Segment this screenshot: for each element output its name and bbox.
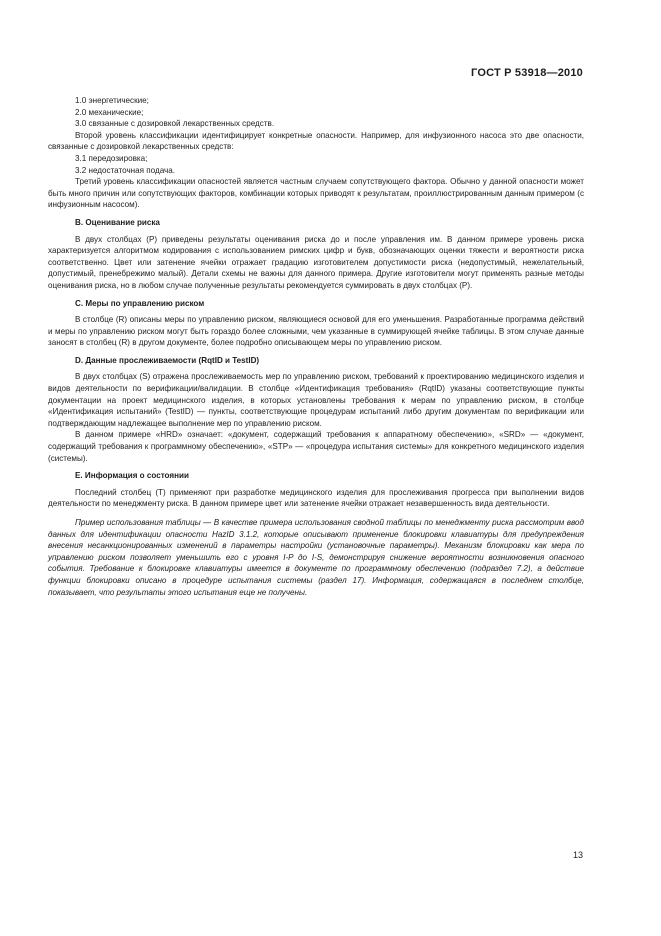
section-d-text: В двух столбцах (S) отражена прослеживаемость мер по управлению риском, требований к проектированию медицинского изделия и видов деятельности по верификации/валидации. В столбце «Идентификация требования» (RqtID) указаны соответствующие пункты документации на проект медицинского изделия, в которых установлены требования к мерам по управлению риском, в столбце «Идентификация испытаний» (TestID) — пункты, соответствующие процедурам испытаний либо другим документам по верификации или подтверждающим надлежащее выполнение мер по управлению риском. [48,372,584,428]
section-b-heading: B. Оценивание риска [75,217,160,227]
section-d-text: В данном примере «HRD» означает: «документ, содержащий требования к аппаратному обеспечению», «SRD» — «документ, содержащий требования к программному обеспечению», «STP» — «процедура испытания системы» для конкретного медицинского изделия (системы). [48,430,584,463]
list-item: 3.2 недостаточная подача. [75,165,175,175]
page-number: 13 [572,850,583,860]
paragraph-level3: Третий уровень классификации опасностей является частным случаем сопутствующего фактора. Обычно у данной опасности может быть много причин или сопутствующих факторов, комбинации которых приводят к результатам, проиллюстрированным данным примером (с инфузионным насосом). [48,177,584,210]
section-c-text: В столбце (R) описаны меры по управлению риском, являющиеся основой для его уменьшения. Разработанные программа действий и меры по управлению риском могут быть гораздо более сложными, чем указанные в суммирующей ячейке таблицы. В этом случае данные заносят в столбец (R) в другом документе, более подробно описывающем меры по управлению риском. [48,315,584,348]
standard-number: ГОСТ Р 53918—2010 [471,67,583,79]
section-e-text: Последний столбец (T) применяют при разработке медицинского изделия для прослеживания прогресса при выполнении видов деятельности по менеджменту риска. В данном примере цвет или затенение ячейки отражает незавершенность вида деятельности. [48,487,584,509]
paragraph-level2: Второй уровень классификации идентифицирует конкретные опасности. Например, для инфузионного насоса это две опасности, связанные с дозировкой лекарственных средств: [48,130,584,152]
example-paragraph: Пример использования таблицы — В качестве примера использования сводной таблицы по менеджменту риска рассмотрим ввод данных для идентификации опасности HazID 3.1.2, которые описывают применение блокировки клавиатуры для предупреждения внесения несанкционированных изменений в параметры настройки (установочные параметры). Механизм блокировки как мера по управлению риском позволяет уменьшить его с уровня I-P до I-S, демонстрируя снижение вероятности возникновения опасного события. Требование к блокировке клавиатуры имеется в документе по программному обеспечению (подраздел 7.2), а действие функции блокировки описано в процедуре испытания системы (раздел 17). Информация, содержащаяся в последнем столбце, показывает, что результаты этого испытания еще не получены. [48,518,584,597]
list-item: 3.0 связанные с дозировкой лекарственных средств. [75,119,275,129]
list-item: 1.0 энергетические; [75,96,149,105]
list-item: 2.0 механические; [75,107,144,117]
section-b-text: В двух столбцах (P) приведены результаты оценивания риска до и после управления им. В данном примере уровень риска характеризуется алгоритмом кодирования с использованием римских цифр и букв, обозначающих оценки тяжести и вероятности риска соответственно. Цвет или затенение ячейки отражает градацию изготовителем допустимости риска (недопустимый, нежелательный, допустимый, пренебрежимо малый). Детали схемы не важны для данного примера. Другие изготовители могут применять разные методы оценивания риска, но в любом случае полученные результаты рекомендуется суммировать в двух столбцах (P). [48,234,584,290]
section-e-heading: E. Информация о состоянии [75,471,189,481]
section-c-heading: C. Меры по управлению риском [75,298,205,308]
list-item: 3.1 передозировка; [75,153,148,163]
document-body [48,95,584,598]
section-d-heading: D. Данные прослеживаемости (RqtID и TestID) [75,355,260,365]
